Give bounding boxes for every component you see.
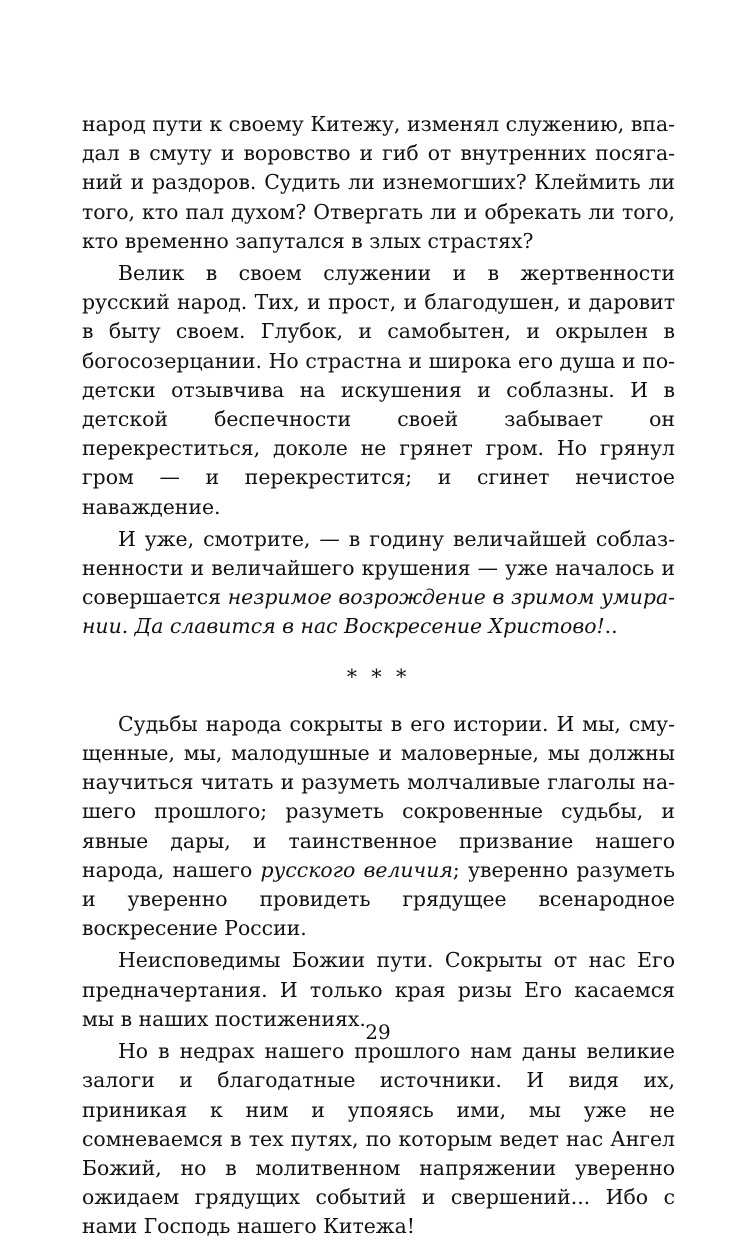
section-separator: * * * <box>346 664 411 689</box>
paragraph-1: народ пути к своему Китежу, изменял служению, впадал в смуту и воровство и гиб от внутренних посяганий и раздоров. Судить ли изнемогших? Клеймить ли того, кто пал духом? Отвергать ли и обрекать ли того, кто временно запутался в злых страстях? <box>82 112 675 253</box>
paragraph-6: Но в недрах нашего прошлого нам даны великие залоги и благодатные источники. И видя их, приникая к ним и упояясь ими, мы уже не сомневаемся в тех путях, по которым ведет нас Ангел Божий, но в молитвенном напряжении уверенно ожидаем грядущих событий и свершений... Ибо с нами Господь нашего Китежа! <box>82 1039 675 1239</box>
paragraph-3-end: .. <box>604 614 618 639</box>
page-text <box>82 110 675 1242</box>
paragraph-3 <box>82 525 675 642</box>
paragraph-2: Велик в своем служении и в жертвенности русский народ. Тих, и прост, и благодушен, и даровит в быту своем. Глубок, и самобытен, и окрылен в богосозерцании. Но страстна и широка его душа и по-детски отзывчива на искушения и соблазны. И в детской беспечности своей забывает он перекреститься, доколе не грянет гром. Но грянул гром — и перекрестится; и сгинет нечистое наваждение. <box>82 261 675 519</box>
paragraph-3-italic: незримое возрождение в зримом умирании. Да славится в нас Воскресение Христово! <box>82 585 675 639</box>
paragraph-5: Неисповедимы Божии пути. Сокрыты от нас Его предначертания. И только края ризы Его касаемся мы в наших постижениях. <box>82 948 675 1031</box>
paragraph-3-text: И уже, смотрите, — в годину величайшей соблазненности и величайшего крушения — уже началось и совершается <box>82 526 675 610</box>
paragraph-4-italic: русского величия <box>260 857 453 882</box>
paragraph-4-text: Судьбы народа сокрыты в его истории. И мы, смущенные, мы, малодушные и маловерные, мы должны научиться читать и разуметь молчаливые глаголы нашего прошлого; разуметь сокровенные судьбы, и явные дары, и таинственное призвание нашего народа, нашего <box>82 711 675 882</box>
paragraph-4 <box>82 710 675 944</box>
paragraph-4-end: ; уверенно разуметь и уверенно провидеть грядущее всенародное воскресение России. <box>82 857 675 941</box>
page-number: 29 <box>365 1020 391 1044</box>
